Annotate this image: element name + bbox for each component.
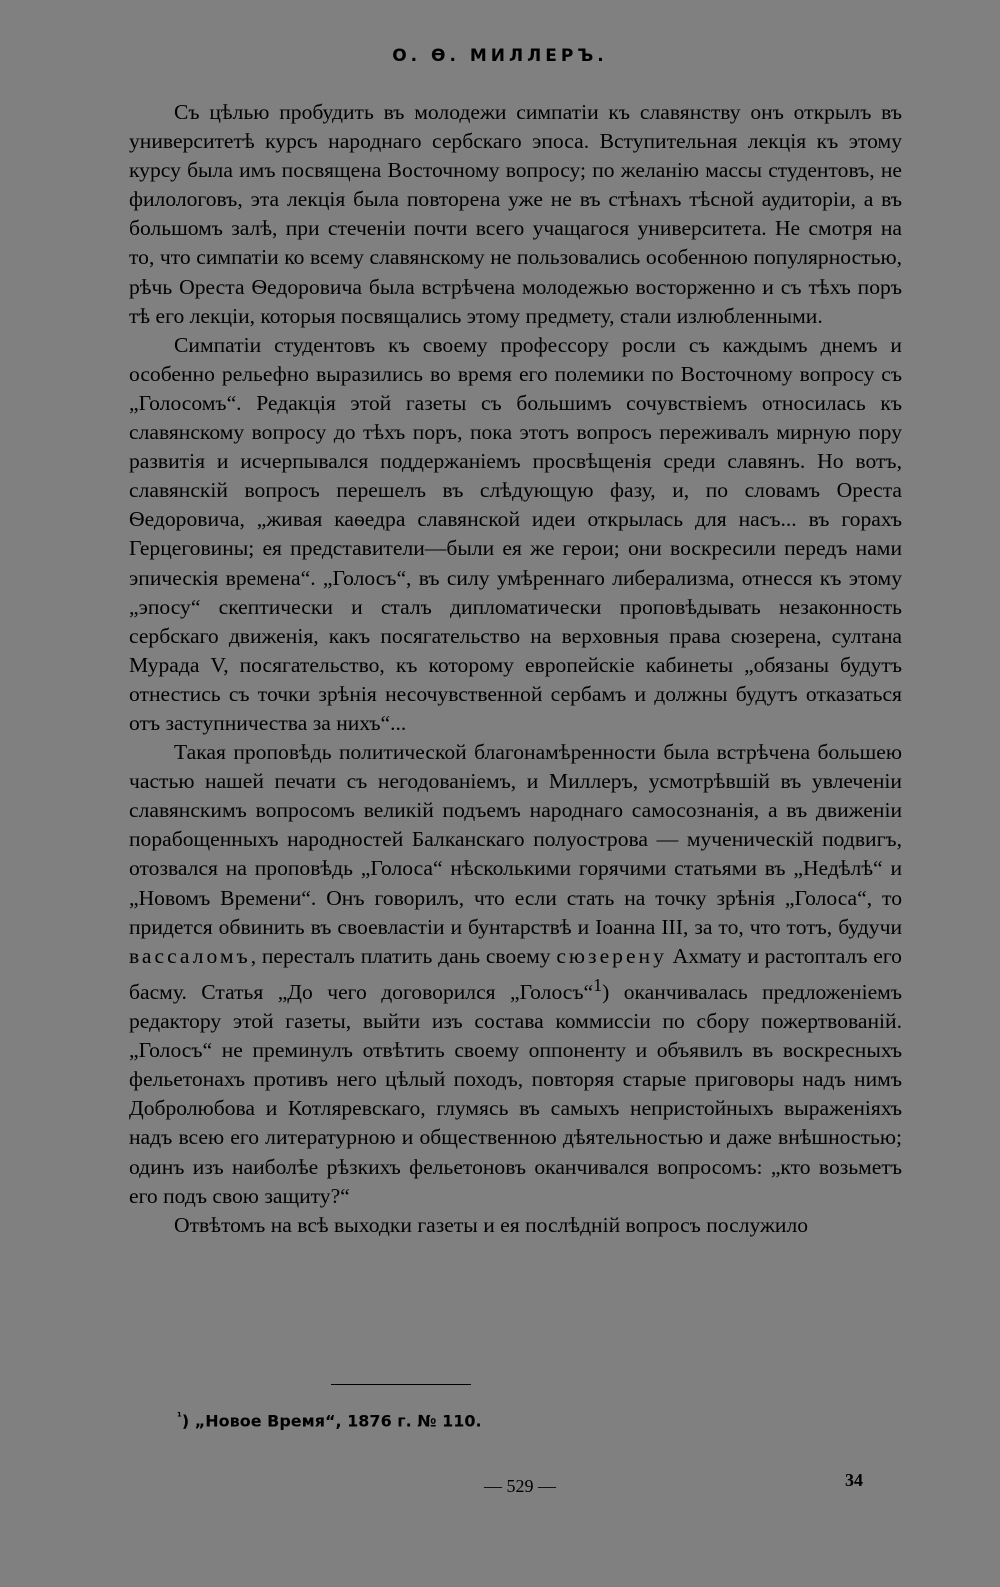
paragraph-1: Съ цѣлью пробудить въ молодежи симпатіи къ славянству онъ открылъ въ университетѣ курсъ народнаго сербскаго эпоса. Вступительная лекція къ этому курсу была имъ посвящена Восточному вопросу; по желанію массы студентовъ, не филологовъ, эта лекція была повторена уже не въ стѣнахъ тѣсной аудиторіи, а въ большомъ залѣ, при стеченіи почти всего учащагося университета. Не смотря на то, что симпатіи ко всему славянскому не пользовались особенною популярностью, рѣчь Ореста Ѳедоровича была встрѣчена молодежью восторженно и съ тѣхъ поръ тѣ его лекціи, которыя посвящались этому предмету, стали излюбленными.: [129, 100, 902, 328]
footnote-reference[interactable]: 1: [593, 974, 603, 995]
signature-mark: 34: [845, 1470, 863, 1490]
spaced-word-vassal: вассаломъ: [129, 943, 251, 968]
spaced-word-suzerain: сюзерену: [556, 943, 667, 968]
paragraph-3-part-2: , пересталъ платить дань своему: [250, 943, 557, 968]
footnote: [177, 1410, 482, 1430]
footnote-text: ) „Новое Время“, 1876 г. № 110.: [181, 1411, 482, 1431]
footnote-marker: ¹: [177, 1410, 182, 1423]
paragraph-3: [129, 738, 902, 1211]
footnote-divider: [331, 1384, 471, 1385]
page-number: — 529 —: [484, 1476, 556, 1496]
paragraph-3-part-1: Такая проповѣдь политической благонамѣренности была встрѣчена большею частью нашей печати съ негодованіемъ, и Миллеръ, усмотрѣвшій въ увлеченіи славянскимъ вопросомъ великій подъемъ народнаго самосознанія, а въ движеніи порабощенныхъ народностей Балканскаго полуострова — мученическій подвигъ, отозвался на проповѣдь „Голоса“ нѣсколькими горячими статьями въ „Недѣлѣ“ и „Новомъ Времени“. Онъ говорилъ, что если стать на точку зрѣнія „Голоса“, то придется обвинить въ своевластіи и бунтарствѣ и Іоанна III, за то, что тотъ, будучи: [129, 740, 902, 939]
paragraph-4: Отвѣтомъ на всѣ выходки газеты и ея послѣдній вопросъ послужило: [174, 1212, 809, 1237]
running-head: О. Ѳ. МИЛЛЕРЪ.: [392, 46, 608, 66]
paragraph-2: Симпатіи студентовъ къ своему профессору росли съ каждымъ днемъ и особенно рельефно выразились во время его полемики по Восточному вопросу съ „Голосомъ“. Редакція этой газеты съ большимъ сочувствіемъ относилась къ славянскому вопросу до тѣхъ поръ, пока этотъ вопросъ переживалъ мирную пору развитія и исчерпывался поддержаніемъ просвѣщенія среди славянъ. Но вотъ, славянскій вопросъ перешелъ въ слѣдующую фазу, и, по словамъ Ореста Ѳедоровича, „живая каѳедра славянской идеи открылась для насъ... въ горахъ Герцеговины; ея представители—были ея же герои; они воскресили передъ нами эпическія времена“. „Голосъ“, въ силу умѣреннаго либерализма, отнесся къ этому „эпосу“ скептически и сталъ дипломатически проповѣдывать незаконность сербскаго движенія, какъ посягательство на верховныя права сюзерена, султана Мурада V, посягательство, къ которому европейскіе кабинеты „обязаны будутъ отнестись съ точки зрѣнія несочувственной сербамъ и должны будутъ отказаться отъ заступничества за нихъ“...: [129, 332, 902, 735]
paragraph-3-part-3: Ахмату и растопталъ его басму. Статья „До чего договорился „Голосъ“: [129, 943, 902, 1004]
paragraph-3-part-4: ) оканчивалась предложеніемъ редактору этой газеты, выйти изъ состава коммиссіи по сбору пожертвованій. „Голосъ“ не преминулъ отвѣтить своему оппоненту и объявилъ въ воскресныхъ фельетонахъ противъ него цѣлый походъ, повторяя старые приговоры надъ нимъ Добролюбова и Котляревскаго, глумясь въ самыхъ непристойныхъ выраженіяхъ надъ всею его литературною и общественною дѣятельностью и даже внѣшностью; одинъ изъ наиболѣе рѣзкихъ фельетоновъ оканчивался вопросомъ: „кто возьметъ его подъ свою защиту?“: [129, 980, 902, 1208]
body-text: [129, 98, 902, 1240]
